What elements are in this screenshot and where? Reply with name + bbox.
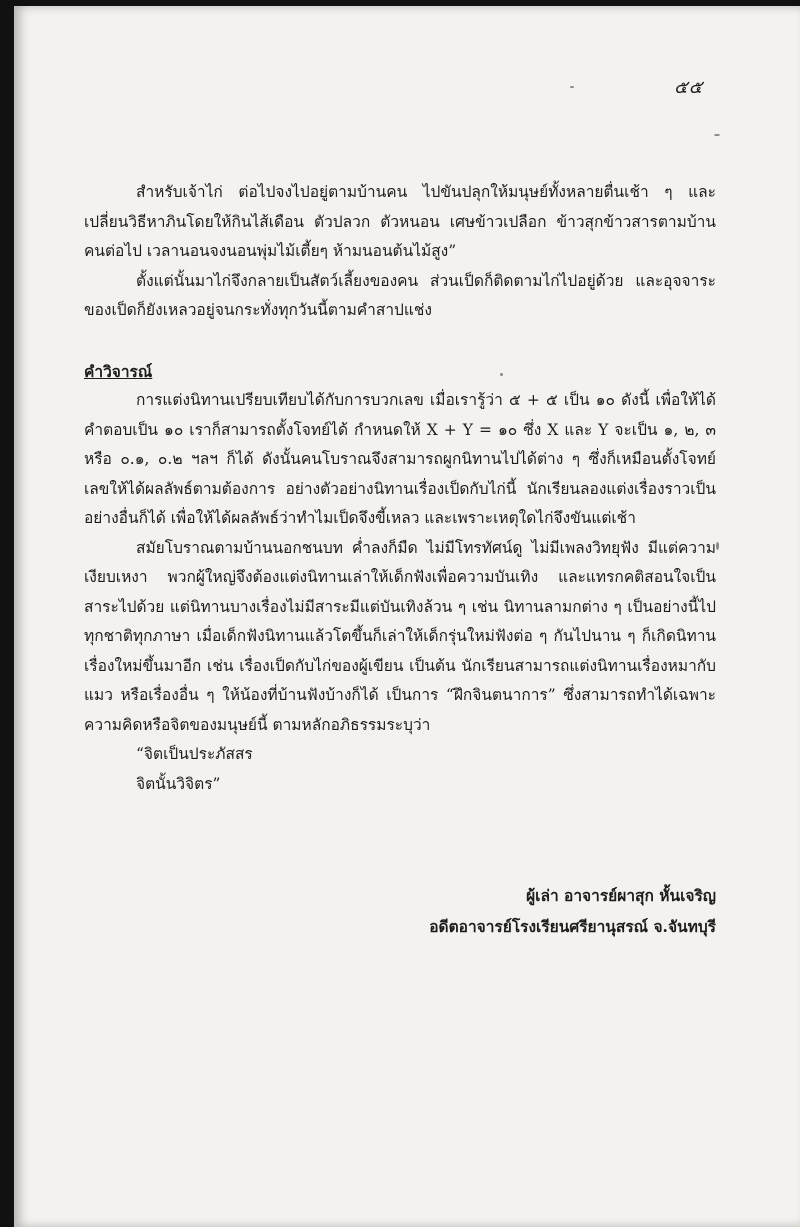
section-heading: คำวิจารณ์ [84, 361, 153, 381]
body-text [84, 178, 716, 799]
page-number: ๕๕ [674, 77, 704, 98]
story-paragraph-2: ตั้งแต่นั้นมาไก่จึงกลายเป็นสัตว์เลี้ยงของคน ส่วนเป็ดก็ติดตามไก่ไปอยู่ด้วย และอุจจาระของเป็ดก็ยังเหลวอยู่จนกระทั่งทุกวันนี้ตามคำสาปแช่ง [84, 271, 716, 319]
scan-speck [500, 373, 503, 376]
narrator-name: ผู้เล่า อาจารย์ผาสุก หั้นเจริญ [526, 886, 716, 905]
commentary-paragraph-1: การแต่งนิทานเปรียบเทียบได้กับการบวกเลข เมื่อเรารู้ว่า ๕ + ๕ เป็น ๑๐ ดังนี้ เพื่อให้ได้คำตอบเป็น ๑๐ เราก็สามารถตั้งโจทย์ได้ กำหนดให้ X + Y = ๑๐ ซึ่ง X และ Y จะเป็น ๑, ๒, ๓ หรือ ๐.๑, ๐.๒ ฯลฯ ก็ได้ ดังนั้นคนโบราณจึงสามารถผูกนิทานไปได้ต่าง ๆ ซึ่งก็เหมือนตั้งโจทย์เลขให้ได้ผลลัพธ์ตามต้องการ อย่างตัวอย่างนิทานเรื่องเป็ดกับไก่นี้ นักเรียนลองแต่งเรื่องราวเป็นอย่างอื่นก็ได้ เพื่อให้ได้ผลลัพธ์ว่าทำไมเป็ดจึงขี้เหลว และเพราะเหตุใดไก่จึงขันแต่เช้า [84, 391, 716, 527]
quote-line-1: “จิตเป็นประภัสสร [136, 745, 253, 763]
commentary-paragraph-2: สมัยโบราณตามบ้านนอกชนบท ค่ำลงก็มืด ไม่มีโทรทัศน์ดู ไม่มีเพลงวิทยุฟัง มีแต่ความเงียบเหงา พวกผู้ใหญ่จึงต้องแต่งนิทานเล่าให้เด็กฟังเพื่อความบันเทิง และแทรกคติสอนใจเป็นสาระไปด้วย แต่นิทานบางเรื่องไม่มีสาระมีแต่บันเทิงล้วน ๆ เช่น นิทานลามกต่าง ๆ เป็นอย่างนี้ไปทุกชาติทุกภาษา เมื่อเด็กฟังนิทานแล้วโตขึ้นก็เล่าให้เด็กรุ่นใหม่ฟังต่อ ๆ กันไปนาน ๆ ก็เกิดนิทานเรื่องใหม่ขึ้นมาอีก เช่น เรื่องเป็ดกับไก่ของผู้เขียน เป็นต้น นักเรียนสามารถแต่งนิทานเรื่องหมากับแมว หรือเรื่องอื่น ๆ ให้น้องที่บ้านฟังบ้างก็ได้ เป็นการ “ฝึกจินตนาการ” ซึ่งสามารถทำได้เฉพาะความคิดหรือจิตของมนุษย์นี้ ตามหลักอภิธรรมระบุว่า [84, 538, 716, 734]
scan-speck [716, 542, 719, 550]
story-paragraph-1: สำหรับเจ้าไก่ ต่อไปจงไปอยู่ตามบ้านคน ไปขันปลุกให้มนุษย์ทั้งหลายตื่นเช้า ๆ และเปลี่ยนวิธีหาภินโดยให้กินไส้เดือน ตัวปลวก ตัวหนอน เศษข้าวเปลือก ข้าวสุกข้าวสารตามบ้านคนต่อไป เวลานอนจงนอนพุ่มไม้เตี้ยๆ ห้ามนอนต้นไม้สูง” [84, 183, 716, 260]
document-page [14, 6, 800, 1227]
quote-line-2: จิตนั้นวิจิตร” [136, 774, 221, 793]
narrator-position: อดีตอาจารย์โรงเรียนศรียานุสรณ์ จ.จันทบุรี [429, 917, 716, 936]
scan-speck [570, 86, 574, 88]
scan-speck [714, 134, 720, 136]
signature-block [429, 880, 716, 942]
